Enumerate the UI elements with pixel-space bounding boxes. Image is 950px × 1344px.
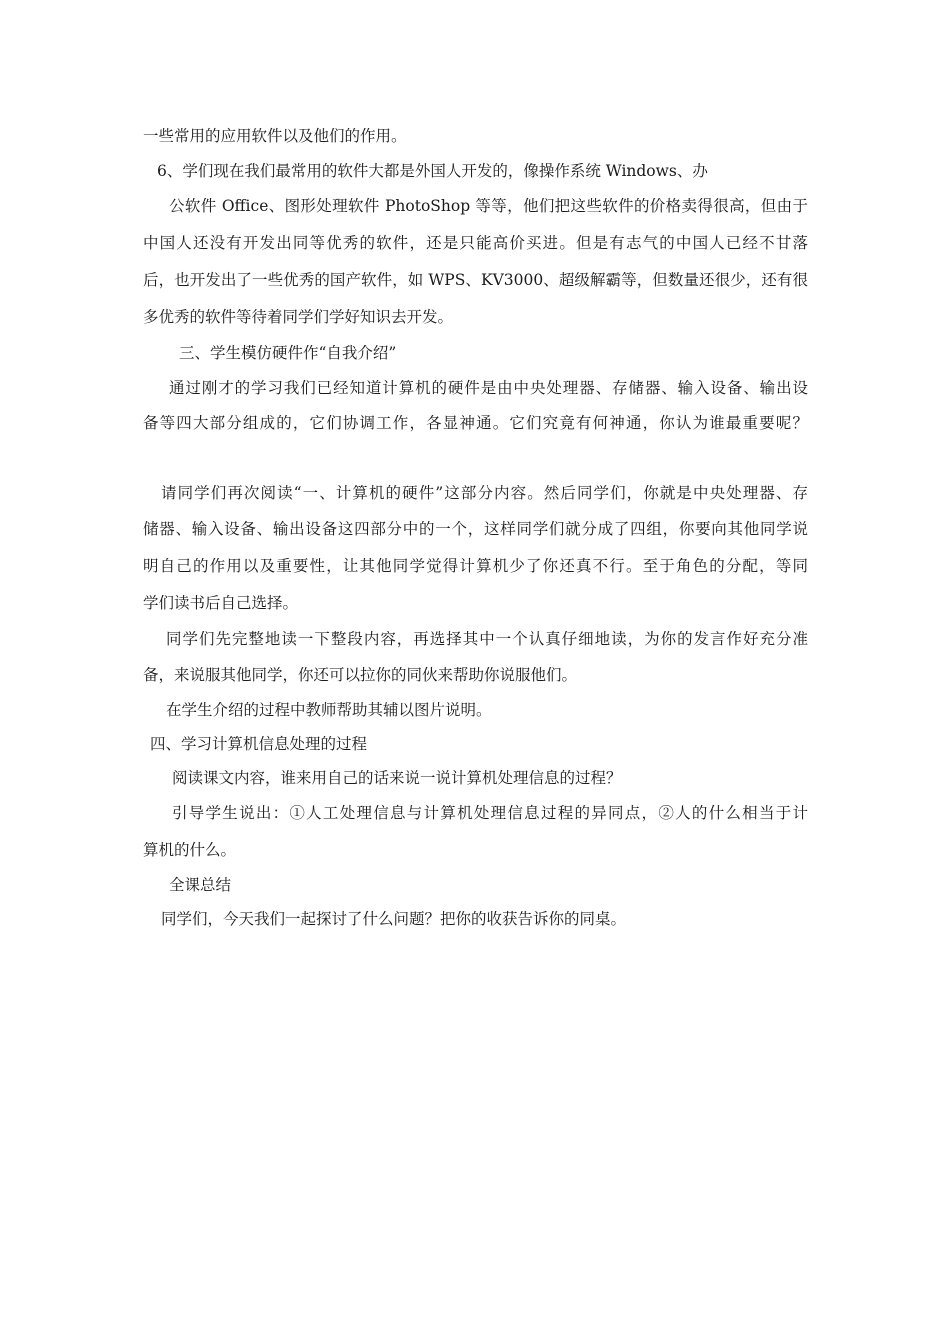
text-line: 请同学们再次阅读“一、计算机的硬件”这部分内容。然后同学们，你就是中央处理器、存 xyxy=(161,484,808,502)
text-line: 明自己的作用以及重要性，让其他同学觉得计算机少了你还真不行。至于角色的分配，等同 xyxy=(143,557,808,575)
text-line: 后，也开发出了一些优秀的国产软件，如 WPS、KV3000、超级解霸等，但数量还很少，还有很 xyxy=(143,271,808,289)
text-line: 通过刚才的学习我们已经知道计算机的硬件是由中央处理器、存储器、输入设备、输出设 xyxy=(169,379,808,397)
text-line: 多优秀的软件等待着同学们学好知识去开发。 xyxy=(143,308,454,326)
text-line: 6、学们现在我们最常用的软件大都是外国人开发的，像操作系统 Windows、办 xyxy=(157,162,708,180)
text-line: 同学们先完整地读一下整段内容，再选择其中一个认真仔细地读，为你的发言作好充分准 xyxy=(166,630,808,648)
text-line: 阅读课文内容，谁来用自己的话来说一说计算机处理信息的过程？ xyxy=(172,769,622,787)
text-line: 引导学生说出：①人工处理信息与计算机处理信息过程的异同点，②人的什么相当于计 xyxy=(172,804,808,822)
text-line: 备等四大部分组成的，它们协调工作，各显神通。它们究竟有何神通，你认为谁最重要呢？ xyxy=(143,414,808,432)
text-line: 备，来说服其他同学，你还可以拉你的同伙来帮助你说服他们。 xyxy=(143,666,578,684)
section-heading: 三、学生模仿硬件作“自我介绍” xyxy=(179,344,397,362)
text-line: 公软件 Office、图形处理软件 PhotoShop 等等，他们把这些软件的价格卖得很高，但由于 xyxy=(169,197,808,215)
text-line: 一些常用的应用软件以及他们的作用。 xyxy=(143,127,407,145)
text-line: 在学生介绍的过程中教师帮助其辅以图片说明。 xyxy=(166,701,492,719)
text-line: 中国人还没有开发出同等优秀的软件，还是只能高价买进。但是有志气的中国人已经不甘落 xyxy=(143,234,808,252)
section-heading: 四、学习计算机信息处理的过程 xyxy=(150,735,368,753)
section-heading: 全课总结 xyxy=(169,876,232,894)
text-line: 学们读书后自己选择。 xyxy=(143,594,299,612)
text-line: 储器、输入设备、输出设备这四部分中的一个，这样同学们就分成了四组，你要向其他同学说 xyxy=(143,520,808,538)
text-line: 算机的什么。 xyxy=(143,841,237,859)
text-line: 同学们，今天我们一起探讨了什么问题？把你的收获告诉你的同桌。 xyxy=(161,910,627,928)
